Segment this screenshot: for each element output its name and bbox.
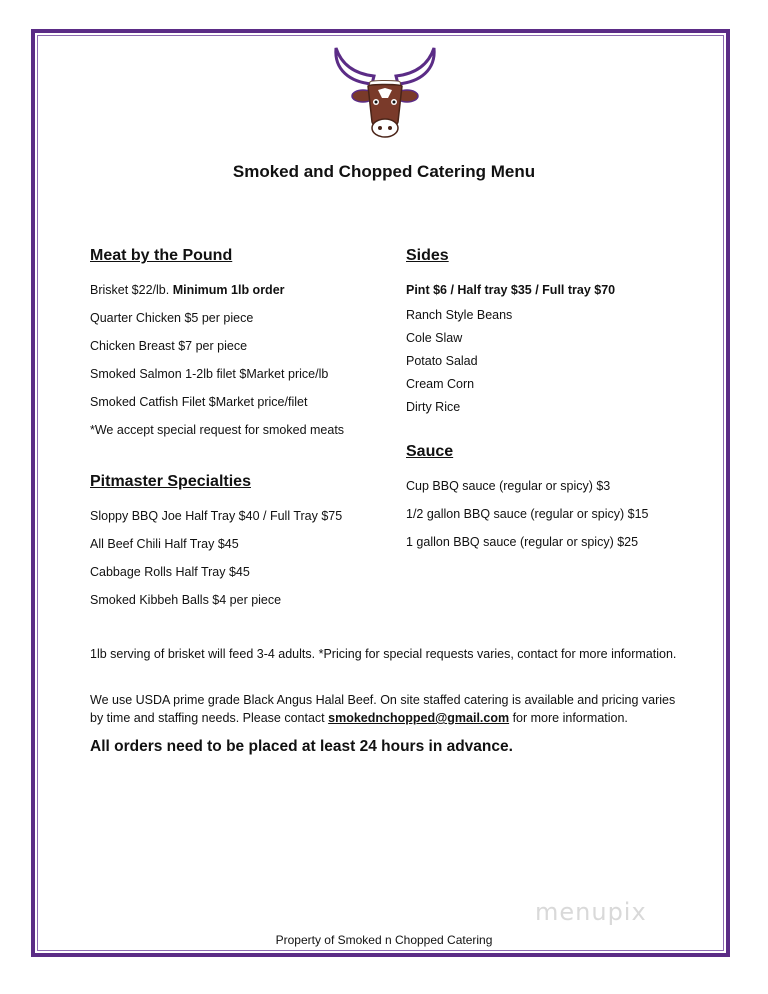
email-link[interactable]: smokednchopped@gmail.com — [328, 711, 510, 725]
meat-item: Quarter Chicken $5 per piece — [90, 311, 254, 325]
brisket-item: Brisket $22/lb. Minimum 1lb order — [90, 283, 285, 297]
side-item: Potato Salad — [406, 354, 478, 368]
sauce-section — [406, 442, 649, 556]
usda-note: We use USDA prime grade Black Angus Halal Beef. On site staffed catering is available and pricing varies by time and staffing needs. Please contact smokednchopped@gmail.com for more information. — [90, 693, 676, 725]
pitmaster-item: Sloppy BBQ Joe Half Tray $40 / Full Tray $75 — [90, 509, 343, 523]
pitmaster-item: All Beef Chili Half Tray $45 — [90, 537, 239, 551]
sides-heading: Sides — [406, 247, 449, 264]
side-item: Dirty Rice — [406, 400, 461, 414]
advance-order-notice: All orders need to be placed at least 24 hours in advance. — [90, 738, 513, 755]
meat-heading: Meat by the Pound — [90, 247, 233, 264]
sauce-item: 1 gallon BBQ sauce (regular or spicy) $25 — [406, 535, 639, 549]
side-item: Cole Slaw — [406, 331, 463, 345]
footer-text: Property of Smoked n Chopped Catering — [275, 933, 493, 947]
meat-item: Chicken Breast $7 per piece — [90, 339, 248, 353]
pitmaster-item: Smoked Kibbeh Balls $4 per piece — [90, 593, 282, 607]
sauce-item: 1/2 gallon BBQ sauce (regular or spicy) $15 — [406, 507, 649, 521]
page-title: Smoked and Chopped Catering Menu — [232, 162, 536, 181]
meat-item: Smoked Catfish Filet $Market price/filet — [90, 395, 308, 409]
sides-pricing: Pint $6 / Half tray $35 / Full tray $70 — [406, 283, 616, 297]
meat-item: Smoked Salmon 1-2lb filet $Market price/lb — [90, 367, 329, 381]
sides-section — [406, 246, 615, 419]
pitmaster-item: Cabbage Rolls Half Tray $45 — [90, 565, 250, 579]
pitmaster-section — [90, 472, 342, 614]
side-item: Ranch Style Beans — [406, 308, 513, 322]
side-item: Cream Corn — [406, 377, 475, 391]
meat-item: *We accept special request for smoked meats — [90, 423, 345, 437]
serving-note: 1lb serving of brisket will feed 3-4 adults. *Pricing for special requests varies, contact for more information. — [90, 647, 677, 661]
bull-head-logo — [330, 44, 440, 144]
menupix-watermark: menupix — [535, 898, 647, 926]
sauce-item: Cup BBQ sauce (regular or spicy) $3 — [406, 479, 611, 493]
meat-section — [90, 246, 344, 444]
sauce-heading: Sauce — [406, 443, 454, 460]
pitmaster-heading: Pitmaster Specialties — [90, 473, 251, 490]
